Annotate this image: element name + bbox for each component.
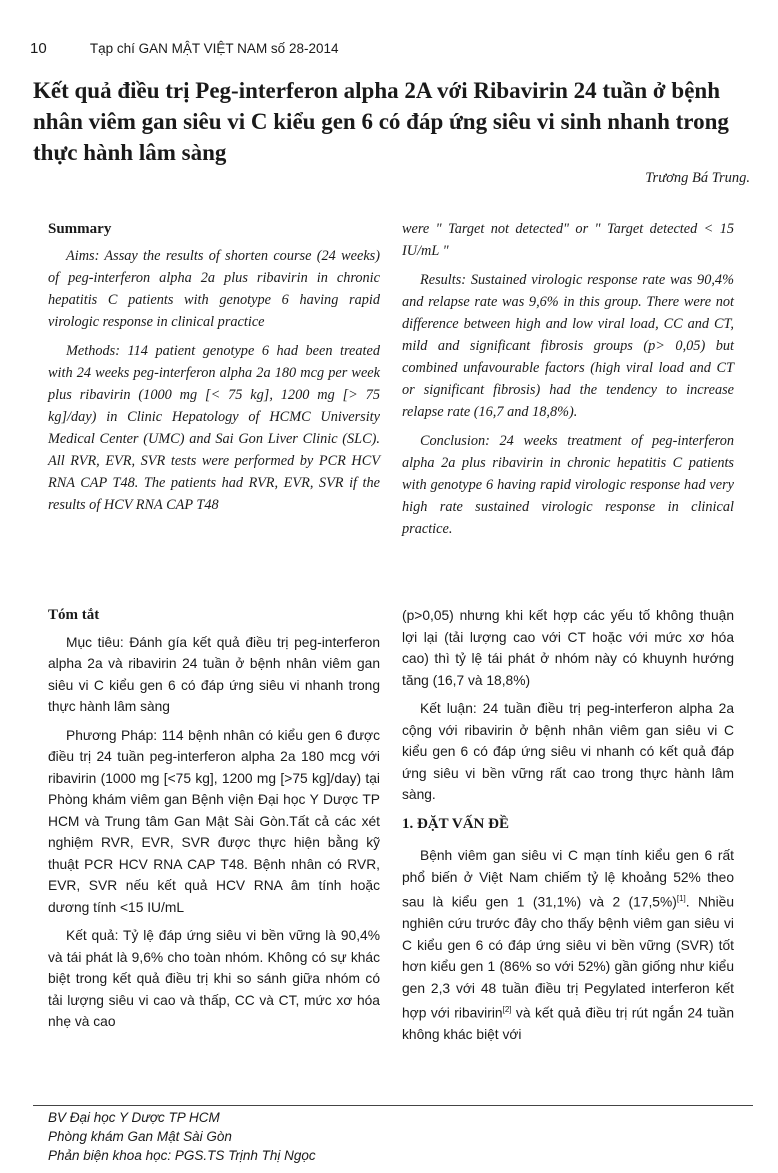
section-heading: 1. ĐẶT VẤN ĐỀ [402, 815, 509, 832]
tomtat-muctieu: Mục tiêu: Đánh gía kết quả điều trị peg-interferon alpha 2a và ribavirin 24 tuần ở bệnh nhân viêm gan siêu vi C kiểu gen 6 có đáp ứng siêu vi nhanh trong thực hành lâm sàng [48, 634, 380, 714]
article-title: Kết quả điều trị Peg-interferon alpha 2A với Ribavirin 24 tuần ở bệnh nhân viêm gan siêu vi C kiểu gen 6 có đáp ứng siêu vi sinh nhanh trong thực hành lâm sàng [33, 78, 729, 165]
tomtat-ketluan: Kết luận: 24 tuần điều trị peg-interferon alpha 2a cộng với ribavirin ở bệnh nhân viêm gan siêu vi C kiểu gen 6 có đáp ứng siêu vi nhanh có kết quả đáp ứng siêu vi bền vững rất cao trong thực hành lâm sàng. [402, 701, 734, 802]
section-text-a: Bệnh viêm gan siêu vi C mạn tính kiểu gen 6 rất phổ biến ở Việt Nam chiếm tỷ lệ khoảng 52% theo sau là kiểu gen 1 (31,1%) và 2 (17,5%) [402, 848, 734, 910]
affiliation-2: Phòng khám Gan Mật Sài Gòn [48, 1129, 232, 1144]
section-text-c: và kết quả điều trị rút ngắn 24 tuần không khác biệt với [402, 1005, 734, 1043]
footnotes [48, 1108, 316, 1165]
page-number: 10 [30, 40, 47, 57]
reviewer-note: Phản biện khoa học: PGS.TS Trịnh Thị Ngọc [48, 1148, 316, 1163]
affiliation-1: BV Đại học Y Dược TP HCM [48, 1110, 220, 1125]
tomtat-column-right [402, 605, 734, 1053]
journal-name: Tạp chí GAN MẬT VIỆT NAM số 28-2014 [89, 41, 339, 56]
summary-column-left [48, 218, 380, 523]
author-name: Trương Bá Trung. [645, 170, 750, 186]
section-text-b: . Nhiều nghiên cứu trước đây cho thấy bệnh viêm gan siêu vi C kiểu gen 6 có đáp ứng siêu vi bền vững (SVR) tốt hơn kiểu gen 1 (86% so với 52%) gần giống như kiểu gen 2,3 với 48 tuần điều trị Pegylated interferon kết hợp với ribavirin [402, 894, 735, 1021]
tomtat-ketqua: Kết quả: Tỷ lệ đáp ứng siêu vi bền vững là 90,4% và tái phát là 9,6% cho toàn nhóm. Không có sự khác biệt trong kết quả điều trị khi so sánh giữa nhóm có tải lượng siêu vi cao và thấp, CC và CT, mức xơ hóa nhẹ và cao [48, 928, 380, 1029]
running-header [30, 40, 750, 57]
summary-aims: Aims: Assay the results of shorten course (24 weeks) of peg-interferon alpha 2a plus ribavirin in chronic hepatitis C patients with genotype 6 having rapid virologic response in clinical practice [48, 248, 380, 330]
summary-methods-continued: were " Target not detected" or " Target detected < 15 IU/mL " [402, 221, 734, 259]
footnote-divider [33, 1105, 753, 1106]
tomtat-phuongphap: Phương Pháp: 114 bệnh nhân có kiểu gen 6 được điều trị 24 tuần peg-interferon alpha 2a 180 mcg với ribavirin (1000 mg [<75 kg], 1200 mg [>75 kg]/day) tại Phòng khám viêm gan Bệnh viện Đại học Y Dược TP HCM và Trung tâm Gan Mật Sài Gòn.Tất cả các xét nghiệm RVR, EVR, SVR được thực hiện bằng kỹ thuật PCR HCV RNA CAP T48. Bệnh nhân có RVR, EVR, SVR nếu kết quả HCV RNA âm tính hoặc dương tính <15 IU/mL [48, 727, 380, 915]
summary-column-right [402, 218, 734, 547]
reference-2: [2] [502, 1005, 512, 1015]
section-paragraph [402, 845, 734, 1046]
summary-conclusion: Conclusion: 24 weeks treatment of peg-interferon alpha 2a plus ribavirin in chronic hepatitis C patients with genotype 6 having rapid virologic response had very high rate sustained virologic response in clinical practice. [402, 433, 734, 537]
summary-results: Results: Sustained virologic response rate was 90,4% and relapse rate was 9,6% in this group. There were not difference between high and low viral load, CC and CT, mild and significant fibrosis groups (p> 0,05) but combined unfavourable factors (high viral load and CT or significant fibrosis) had the tendency to increase relapse rate (16,7 and 18,8%). [402, 272, 734, 420]
summary-methods: Methods: 114 patient genotype 6 had been treated with 24 weeks peg-interferon alpha 2a 180 mcg per week plus ribavirin (1000 mg [< 75 kg], 1200 mg [> 75 kg]/day) in Clinic Hepatology of HCMC University Medical Center (UMC) and Sai Gon Liver Clinic (SLC). All RVR, EVR, SVR tests were performed by PCR HCV RNA CAP T48. The patients had RVR, EVR, SVR if the results of HCV RNA CAP T48 [48, 343, 380, 513]
tomtat-heading: Tóm tắt [48, 607, 100, 623]
tomtat-column-left [48, 605, 380, 1040]
reference-1: [1] [676, 894, 686, 903]
tomtat-ketqua-continued: (p>0,05) nhưng khi kết hợp các yếu tố không thuận lợi lại (tải lượng cao với CT hoặc với mức xơ hóa cao) thì tỷ lệ tái phát ở nhóm này có khuynh hướng tăng (16,7 và 18,8%) [402, 608, 734, 688]
summary-heading: Summary [48, 221, 112, 237]
